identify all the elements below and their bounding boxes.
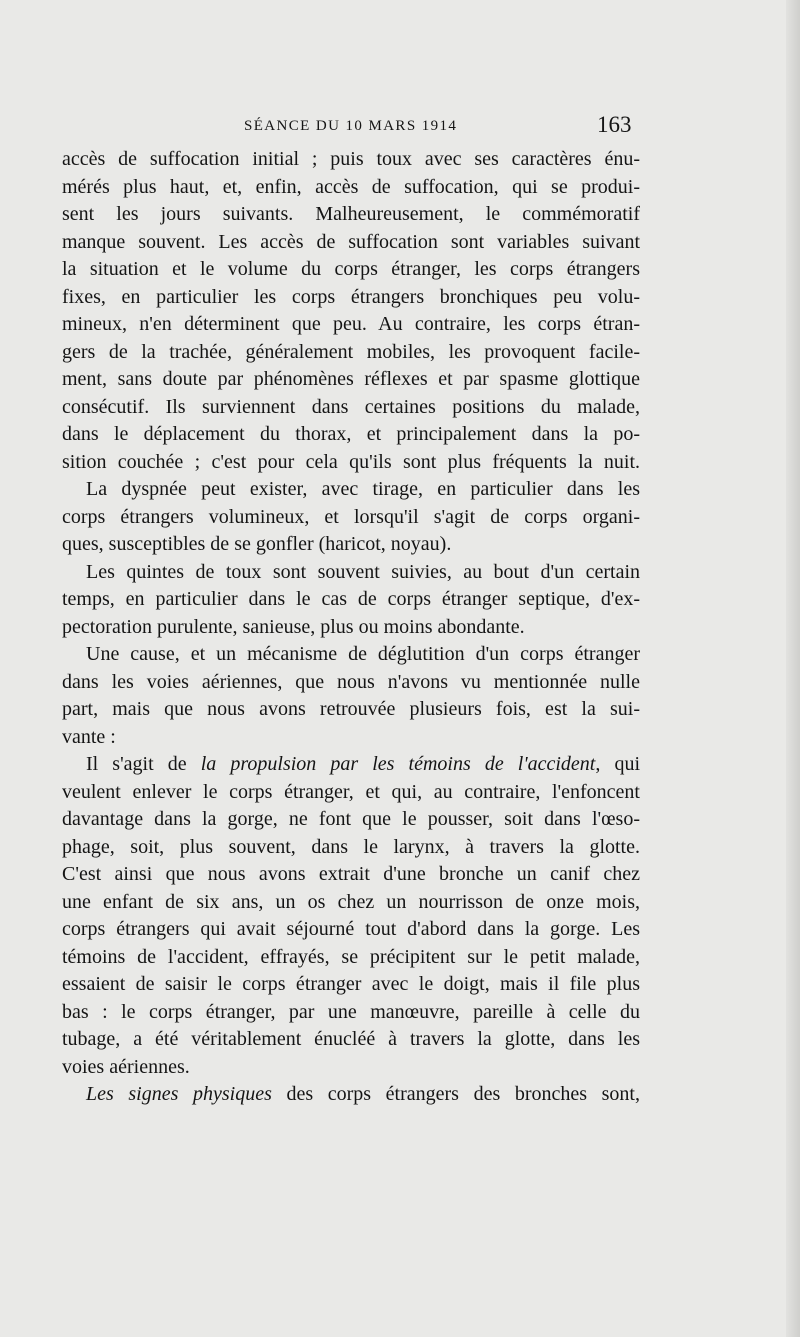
- text-line: une enfant de six ans, un os chez un nourrisson de onze mois,: [62, 890, 640, 913]
- text-line: témoins de l'accident, effrayés, se précipitent sur le petit malade,: [62, 945, 640, 968]
- text-line: voies aériennes.: [62, 1055, 190, 1078]
- running-title: SÉANCE DU 10 MARS 1914: [244, 118, 458, 134]
- text-line: mérés plus haut, et, enfin, accès de suffocation, qui se produi-: [62, 175, 640, 198]
- text-line: tubage, a été véritablement énucléé à travers la glotte, dans les: [62, 1028, 640, 1050]
- text-line: La dyspnée peut exister, avec tirage, en particulier dans les: [86, 478, 640, 500]
- text-line: manque souvent. Les accès de suffocation sont variables suivant: [62, 230, 640, 253]
- text-line: vante :: [62, 725, 116, 748]
- text-line: Les quintes de toux sont souvent suivies, au bout d'un certain: [86, 560, 640, 583]
- italic-phrase: Les signes physiques: [86, 1083, 272, 1105]
- text-line: pectoration purulente, sanieuse, plus ou moins abondante.: [62, 615, 525, 638]
- text-line: phage, soit, plus souvent, dans le larynx, à travers la glotte.: [62, 835, 640, 858]
- text-line: corps étrangers qui avait séjourné tout d'abord dans la gorge. Les: [62, 918, 640, 940]
- text-line: temps, en particulier dans le cas de corps étranger septique, d'ex-: [62, 588, 640, 610]
- text-line: fixes, en particulier les corps étrangers bronchiques peu volu-: [62, 285, 640, 308]
- text-run: des corps étrangers des bronches sont,: [271, 1083, 640, 1105]
- text-line: corps étrangers volumineux, et lorsqu'il s'agit de corps organi-: [62, 505, 640, 528]
- text-line: veulent enlever le corps étranger, et qui, au contraire, l'enfoncent: [62, 780, 640, 803]
- body-text: [62, 146, 640, 1109]
- text-line: Une cause, et un mécanisme de déglutition d'un corps étranger: [86, 643, 640, 665]
- text-run: Il s'agit de: [86, 753, 201, 775]
- text-line: [62, 1081, 640, 1109]
- text-line: consécutif. Ils surviennent dans certaines positions du malade,: [62, 395, 640, 418]
- text-line: essaient de saisir le corps étranger avec le doigt, mais il file plus: [62, 973, 640, 995]
- italic-phrase: la propulsion par les témoins de l'accident: [200, 753, 596, 775]
- text-line: gers de la trachée, généralement mobiles, les provoquent facile-: [62, 340, 640, 363]
- text-line: ment, sans doute par phénomènes réflexes et par spasme glottique: [62, 368, 640, 390]
- text-line: part, mais que nous avons retrouvée plusieurs fois, est la sui-: [62, 698, 640, 720]
- text-line: davantage dans la gorge, ne font que le pousser, soit dans l'œso-: [62, 808, 640, 830]
- text-line: sition couchée ; c'est pour cela qu'ils sont plus fréquents la nuit.: [62, 450, 640, 473]
- text-line: la situation et le volume du corps étranger, les corps étrangers: [62, 258, 640, 280]
- text-line: [62, 751, 640, 779]
- text-line: mineux, n'en déterminent que peu. Au contraire, les corps étran-: [62, 313, 640, 335]
- text-line: ques, susceptibles de se gonfler (haricot, noyau).: [62, 533, 452, 555]
- text-line: C'est ainsi que nous avons extrait d'une bronche un canif chez: [62, 863, 640, 885]
- text-line: dans le déplacement du thorax, et principalement dans la po-: [62, 423, 640, 445]
- text-run: , qui: [595, 753, 640, 775]
- text-line: bas : le corps étranger, par une manœuvre, pareille à celle du: [62, 1000, 640, 1023]
- page-number: 163: [597, 112, 632, 137]
- text-line: dans les voies aériennes, que nous n'avons vu mentionnée nulle: [62, 670, 640, 693]
- text-line: sent les jours suivants. Malheureusement, le commémoratif: [62, 203, 640, 225]
- text-line: accès de suffocation initial ; puis toux avec ses caractères énu-: [62, 148, 640, 170]
